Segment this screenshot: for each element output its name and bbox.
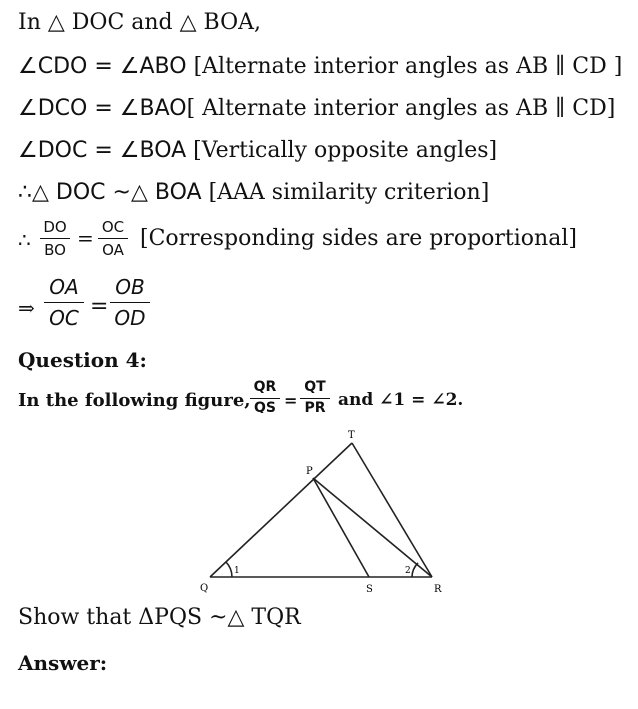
ratio-reason: [Corresponding sides are proportional] [140, 226, 577, 251]
intro-text: In △ DOC and △ BOA, [18, 10, 262, 35]
label-t: T [348, 430, 355, 441]
answer-text: Answer: [18, 651, 108, 675]
segment-ps [313, 478, 369, 577]
numerator: QT [304, 379, 326, 395]
question-text: In the following figure, [18, 390, 251, 411]
denominator: QS [254, 401, 276, 413]
statement-left: ∠CDO = ∠ABO [18, 54, 187, 79]
statement-reason: [Vertically opposite angles] [193, 138, 498, 163]
denominator: OA [102, 241, 124, 259]
segment-tr [352, 443, 432, 577]
statement-left: ∴△ DOC ~△ BOA [18, 180, 202, 205]
implies-arrow-icon: ⇒ [18, 296, 35, 320]
statement-reason: [AAA similarity criterion] [208, 180, 490, 205]
segment-pr [313, 478, 432, 577]
equals-sign: = [90, 294, 109, 319]
statement-reason: [ Alternate interior angles as AB ∥ CD] [186, 96, 616, 121]
answer-label [18, 648, 107, 678]
label-p: P [306, 466, 313, 477]
question-tail: and ∠1 = ∠2. [338, 390, 464, 410]
numerator: DO [43, 218, 67, 236]
statement-left: ∠DCO = ∠BAO [18, 96, 187, 121]
numerator: OB [115, 275, 145, 299]
denominator: OD [114, 306, 146, 330]
equals-sign: = [284, 391, 298, 410]
angle-1-arc [226, 562, 232, 577]
label-r: R [434, 584, 442, 595]
numerator: OC [101, 218, 125, 236]
angle-2-arc [412, 563, 418, 577]
label-q: Q [200, 583, 209, 594]
question-title-text: Question 4: [18, 348, 147, 372]
denominator: BO [44, 241, 66, 259]
statement-reason: [Alternate interior angles as AB ∥ CD ] [193, 54, 623, 79]
denominator: PR [304, 401, 326, 414]
therefore-symbol: ∴ [18, 228, 31, 252]
statement-left: ∠DOC = ∠BOA [18, 138, 187, 163]
show-that-line [18, 603, 301, 633]
equals-sign: = [77, 226, 94, 250]
label-angle-1: 1 [234, 566, 240, 576]
numerator: OA [49, 275, 79, 299]
label-s: S [366, 584, 373, 595]
show-that-text: Show that ΔPQS ~△ TQR [18, 605, 301, 630]
label-angle-2: 2 [405, 566, 411, 576]
numerator: QR [253, 379, 277, 395]
denominator: OC [49, 306, 79, 330]
